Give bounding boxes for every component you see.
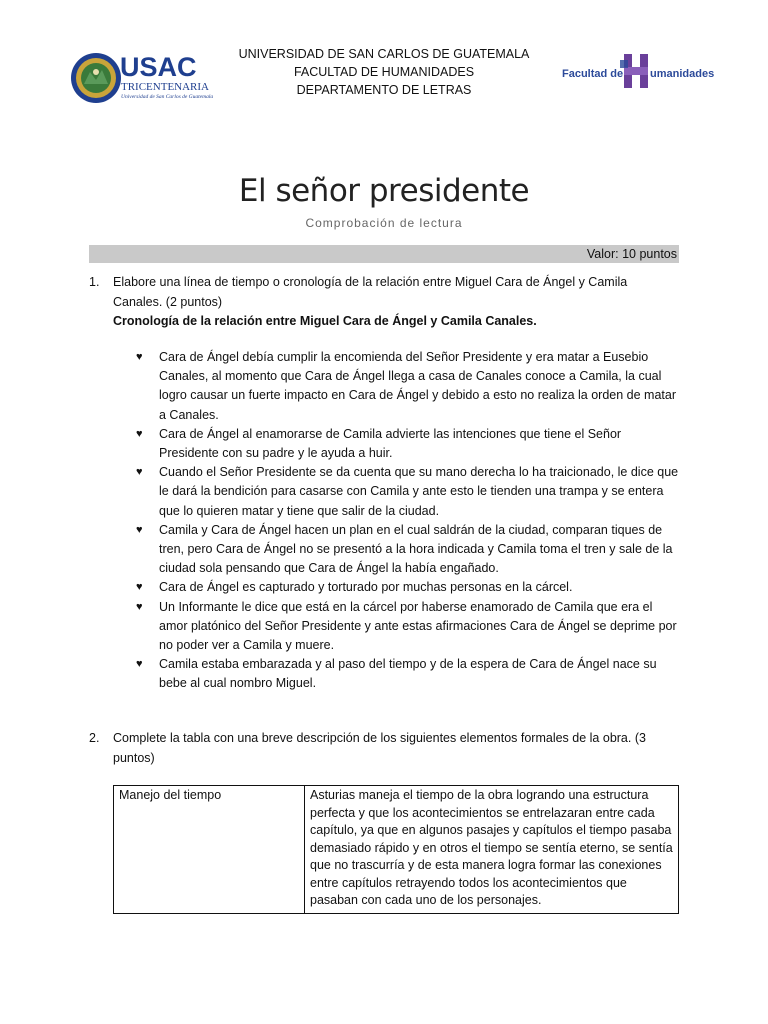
question-number: 2. [89, 731, 100, 745]
list-item-text: Cara de Ángel debía cumplir la encomienda del Señor Presidente y era matar a Eusebio Canales, al momento que Cara de Ángel llega a casa de Canales conoce a Camila, la cual logro causar un fuerte impacto en Cara de Ángel y debido a esto no realiza la orden de matar a Canales. [159, 350, 676, 422]
heart-bullet-icon: ♥ [136, 523, 143, 536]
list-item [136, 425, 681, 463]
heart-bullet-icon: ♥ [136, 658, 143, 671]
value-label: Valor: 10 puntos [586, 247, 677, 261]
table-cell-element: Manejo del tiempo [114, 786, 305, 914]
faculty-of-humanities-logo [562, 52, 722, 90]
value-bar [89, 245, 679, 263]
document-title: El señor presidente [238, 173, 530, 209]
svg-text:umanidades: umanidades [650, 68, 715, 80]
svg-text:Facultad de: Facultad de [562, 68, 624, 80]
list-item [136, 348, 681, 425]
list-item [136, 598, 681, 656]
list-item-text: Cuando el Señor Presidente se da cuenta que su mano derecha lo ha traicionado, le dice que le dará la bendición para casarse con Camila y ante esto le tienden una trampa y se entera que lo quieren matar y tiene que salir de la ciudad. [159, 465, 679, 518]
heart-bullet-icon: ♥ [136, 581, 143, 594]
document-header [0, 0, 768, 110]
answer-heading: Cronología de la relación entre Miguel Cara de Ángel y Camila Canales. [113, 314, 537, 328]
document-subtitle: Comprobación de lectura [305, 216, 463, 230]
heart-bullet-icon: ♥ [136, 600, 143, 613]
question-prompt: Complete la tabla con una breve descripción de los siguientes elementos formales de la obra. (3 puntos) [113, 731, 646, 765]
question-1 [89, 273, 669, 332]
question-number: 1. [89, 275, 100, 289]
formal-elements-table [113, 785, 679, 914]
table-cell-description: Asturias maneja el tiempo de la obra logrando una estructura perfecta y que los acontecimientos se entrelazaran entre cada capítulo, ya que en algunos pasajes y capítulos el tiempo pasaba demasiado rápido y en otros el tiempo se sentía eterno, se sentía que no trascurría y de esta manera logra formar las conexiones entre capítulos retrayendo todos los acontecimientos que pasaban con cada uno de los personajes. [305, 786, 679, 914]
timeline-list [136, 348, 681, 694]
department-name: DEPARTAMENTO DE LETRAS [296, 83, 472, 97]
question-prompt: Elabore una línea de tiempo o cronología de la relación entre Miguel Cara de Ángel y Camila Canales. (2 puntos) [113, 275, 628, 309]
table-row [114, 786, 679, 914]
list-item [136, 655, 681, 693]
list-item-text: Cara de Ángel es capturado y torturado por muchas personas en la cárcel. [159, 580, 573, 595]
heart-bullet-icon: ♥ [136, 351, 143, 363]
svg-text:USAC: USAC [120, 52, 197, 82]
list-item [136, 463, 681, 521]
list-item [136, 521, 681, 579]
svg-text:Universidad de San Carlos de G: Universidad de San Carlos de Guatemala [121, 94, 214, 100]
list-item [136, 578, 681, 597]
heart-bullet-icon: ♥ [136, 427, 143, 440]
heart-bullet-icon: ♥ [136, 466, 143, 479]
list-item-text: Cara de Ángel al enamorarse de Camila advierte las intenciones que tiene el Señor Presidente con su padre y le ayuda a huir. [159, 426, 622, 461]
svg-text:TRICENTENARIA: TRICENTENARIA [121, 81, 209, 93]
question-2 [89, 729, 669, 768]
faculty-name: FACULTAD DE HUMANIDADES [293, 65, 475, 79]
list-item-text: Camila y Cara de Ángel hacen un plan en el cual saldrán de la ciudad, comparan tiques de tren, pero Cara de Ángel no se presentó a la hora indicada y Camila toma el tren y sale de la ciudad sola pensando que Cara de Ángel la había engañado. [159, 522, 673, 576]
list-item-text: Un Informante le dice que está en la cárcel por haberse enamorado de Camila que era el amor platónico del Señor Presidente y ante estas afirmaciones Cara de Ángel se deprime por no poder ver a Camila y muere. [159, 599, 677, 653]
university-name: UNIVERSIDAD DE SAN CARLOS DE GUATEMALA [238, 47, 530, 61]
list-item-text: Camila estaba embarazada y al paso del tiempo y de la espera de Cara de Ángel nace su bebe al cual nombro Miguel. [159, 657, 657, 691]
usac-logo [70, 50, 215, 106]
institution-header [234, 45, 534, 99]
